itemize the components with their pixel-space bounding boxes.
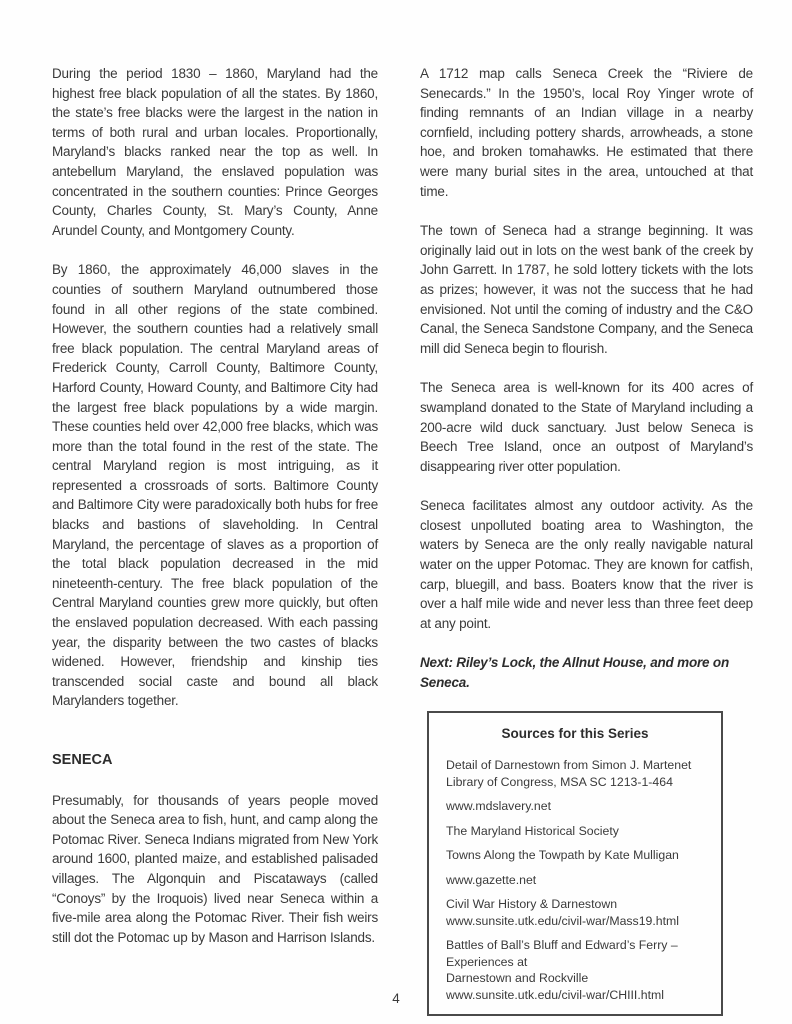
source-item: Battles of Ball’s Bluff and Edward’s Ferry – Experiences at Darnestown and Rockville www.sunsite.utk.edu/civil-war/CHIII.html <box>446 938 678 1002</box>
page-number: 4 <box>392 991 400 1006</box>
paragraph: The Seneca area is well-known for its 400 acres of swampland donated to the State of Maryland including a 200-acre wild duck sanctuary. Just below Seneca is Beech Tree Island, once an outpost of Maryland’s disappearing river otter population. <box>420 380 753 474</box>
source-item: Towns Along the Towpath by Kate Mulligan <box>446 848 679 863</box>
source-item: Detail of Darnestown from Simon J. Martenet Library of Congress, MSA SC 1213-1-464 <box>446 758 692 789</box>
next-teaser: Next: Riley’s Lock, the Allnut House, and more on Seneca. <box>420 655 730 691</box>
paragraph: Presumably, for thousands of years people moved about the Seneca area to fish, hunt, and camp along the Potomac River. Seneca Indians migrated from New York around 1600, planted maize, and established palisaded villages. The Algonquin and Piscataways (called “Conoys” by the Iroquois) lived near Seneca within a five-mile area along the Potomac River. Their fish weirs still dot the Potomac up by Mason and Harrison Islands. <box>52 792 378 945</box>
right-column <box>420 64 753 1016</box>
source-item: Civil War History & Darnestown www.sunsite.utk.edu/civil-war/Mass19.html <box>446 897 680 928</box>
section-heading-seneca: SENECA <box>52 752 113 768</box>
paragraph: By 1860, the approximately 46,000 slaves in the counties of southern Maryland outnumbered those found in all other regions of the state combined. However, the southern counties had a relatively small free black population. The central Maryland areas of Frederick County, Carroll County, Baltimore County, Harford County, Howard County, and Baltimore City had the largest free black populations by a wide margin. These counties held over 42,000 free blacks, which was more than the total found in the rest of the state. The central Maryland region is most intriguing, as it represented a crossroads of sorts. Baltimore County and Baltimore City were paradoxically both hubs for free blacks and bastions of slaveholding. In Central Maryland, the percentage of slaves as a proportion of the total black population decreased in the mid nineteenth-century. The free black population of the Central Maryland counties grew more quickly, but often the enslaved population decreased. With each passing year, the disparity between the two castes of blacks widened. However, friendship and kinship ties transcended social caste and bound all black Marylanders together. <box>52 262 378 709</box>
source-item: www.mdslavery.net <box>446 799 552 814</box>
sources-box <box>427 711 723 1017</box>
paragraph: Seneca facilitates almost any outdoor activity. As the closest unpolluted boating area to Washington, the waters by Seneca are the only really navigable natural water on the upper Potomac. They are known for catfish, carp, bluegill, and bass. Boaters know that the river is over a half mile wide and never less than three feet deep at any point. <box>420 498 753 631</box>
sources-box-title: Sources for this Series <box>501 725 649 741</box>
source-item: www.gazette.net <box>446 872 537 887</box>
paragraph: The town of Seneca had a strange beginning. It was originally laid out in lots on the west bank of the creek by John Garrett. In 1787, he sold lottery tickets with the lots as prizes; however, it was not the success that he had envisioned. Not until the coming of industry and the C&O Canal, the Seneca Sandstone Company, and the Seneca mill did Seneca begin to flourish. <box>420 223 753 356</box>
paragraph: During the period 1830 – 1860, Maryland had the highest free black population of all the states. By 1860, the state’s free blacks were the largest in the nation in terms of both rural and urban locales. Proportionally, Maryland’s blacks ranked near the top as well. In antebellum Maryland, the enslaved population was concentrated in the southern counties: Prince Georges County, Charles County, St. Mary’s County, Anne Arundel County, and Montgomery County. <box>52 66 378 238</box>
left-column <box>52 64 378 967</box>
source-item: The Maryland Historical Society <box>446 823 619 838</box>
paragraph: A 1712 map calls Seneca Creek the “Riviere de Senecards.” In the 1950’s, local Roy Yinger wrote of finding remnants of an Indian village in a nearby cornfield, including pottery shards, arrowheads, a stone hoe, and broken tomahawks. He estimated that there were many burial sites in the area, untouched at that time. <box>420 66 753 199</box>
sources-list <box>446 757 704 1003</box>
